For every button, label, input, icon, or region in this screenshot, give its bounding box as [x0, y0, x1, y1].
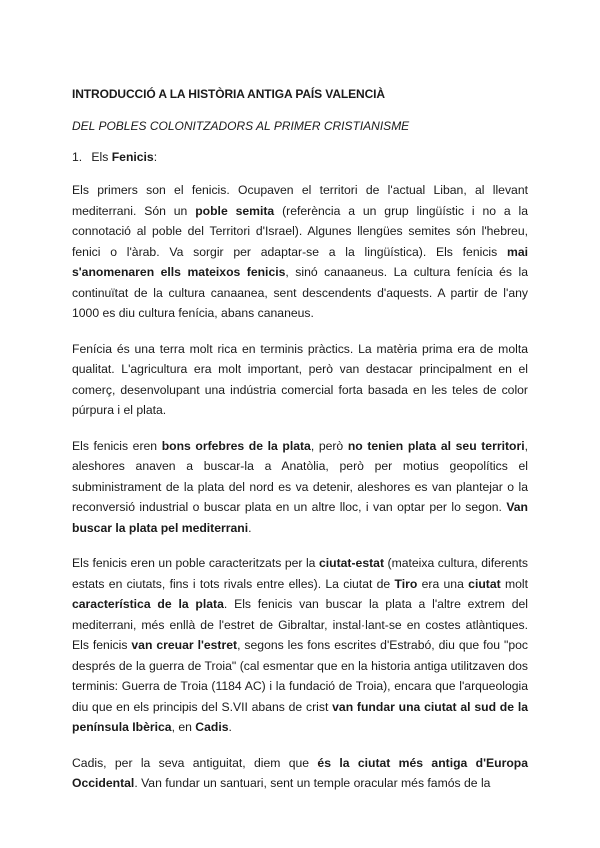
section-label-bold: Fenicis	[111, 150, 154, 164]
text-run: .	[228, 720, 232, 734]
bold-text-run: és la ciutat més antiga d'Europa Occidental	[72, 755, 528, 790]
text-run: Cadis, per la seva antiguitat, diem que	[72, 755, 318, 770]
body-text	[72, 180, 528, 794]
bold-text-run: poble semita	[195, 203, 275, 218]
section-label-suffix: :	[153, 150, 158, 164]
body-paragraph	[72, 180, 528, 324]
section-heading	[72, 149, 528, 165]
text-run: era una	[417, 576, 469, 591]
text-run: , aleshores anaven a buscar-la a Anatòlia, però per motius geopolítics el subministrament de la plata del nord es va detenir, aleshores es van plantejar o la reconversió industrial o buscar plata en un altre lloc, i van optar per lo segon.	[72, 438, 528, 514]
bold-text-run: mai s'anomenaren ells mateixos fenicis	[72, 244, 528, 279]
text-run: , en	[171, 720, 196, 734]
text-run: , però	[310, 438, 348, 453]
text-run: Els primers son el fenicis. Ocupaven el territori de l'actual Liban, al llevant mediterrani. Són un	[72, 183, 528, 218]
bold-text-run: van fundar una ciutat al sud de la península Ibèrica	[72, 699, 528, 734]
document-title: INTRODUCCIÓ A LA HISTÒRIA ANTIGA PAÍS VALENCIÀ	[72, 87, 385, 101]
text-run: Els fenicis eren	[72, 438, 162, 453]
text-run: (mateixa cultura, diferents estats en ciutats, fins i tots rivals entre elles). La ciutat de	[72, 556, 529, 591]
body-paragraph	[72, 339, 528, 421]
text-run: , segons les fons escrites d'Estrabó, diu que fou "poc després de la guerra de Troia" (cal esmentar que en la historia antiga utilitzaven dos terminis: Guerra de Troia (1184 AC) i la fundació de Troia), encara que l'arqueologia diu que en els principis del S.VII abans de crist	[72, 638, 529, 714]
text-run: Els fenicis eren un poble caracteritzats per la	[72, 556, 319, 570]
bold-text-run: ciutat	[468, 576, 501, 591]
text-run: . Els fenicis van buscar la plata a l'altre extrem del mediterrani, més enllà de l'estret de Gibraltar, instal·lant-se en costes atlàntiques. Els fenicis	[72, 597, 529, 652]
body-paragraph	[72, 553, 528, 738]
text-run: , sinó canaaneus. La cultura fenícia és la continuïtat de la cultura canaanea, sent descendents d'aquests. A partir de l'any 1000 es diu cultura fenícia, abans cananeus.	[72, 265, 528, 320]
body-paragraph	[72, 753, 528, 794]
bold-text-run: bons orfebres de la plata	[161, 438, 311, 453]
bold-text-run: característica de la plata	[72, 597, 224, 611]
text-run: . Van fundar un santuari, sent un temple oracular més famós de la	[134, 776, 491, 790]
section-label-prefix: Els	[91, 150, 112, 164]
text-run: Fenícia és una terra molt rica en terminis pràctics. La matèria prima era de molta qualitat. L'agricultura era molt important, però van destacar principalment en el comerç, desenvolupant una indústria comercial forta basada en les teles de color púrpura i el plata.	[72, 341, 528, 417]
body-paragraph	[72, 436, 528, 539]
text-run: (referència a un grup lingüístic i no a la connotació al poble del Territori d'Israel). Algunes llengües semites són l'hebreu, fenici o l'àrab. Va sorgir per adaptar-se a la lingüística). Els fenicis	[72, 203, 529, 259]
section-number: 1.	[72, 150, 83, 164]
text-run: molt	[500, 576, 529, 591]
document-subtitle: DEL POBLES COLONITZADORS AL PRIMER CRISTIANISME	[72, 119, 410, 133]
bold-text-run: no tenien plata al seu territori	[347, 438, 525, 453]
bold-text-run: Tiro	[394, 576, 418, 591]
bold-text-run: ciutat-estat	[318, 556, 384, 570]
bold-text-run: Van buscar la plata pel mediterrani	[72, 500, 528, 535]
text-run: .	[248, 520, 252, 535]
bold-text-run: van creuar l'estret	[131, 638, 238, 652]
bold-text-run: Cadis	[195, 720, 229, 734]
